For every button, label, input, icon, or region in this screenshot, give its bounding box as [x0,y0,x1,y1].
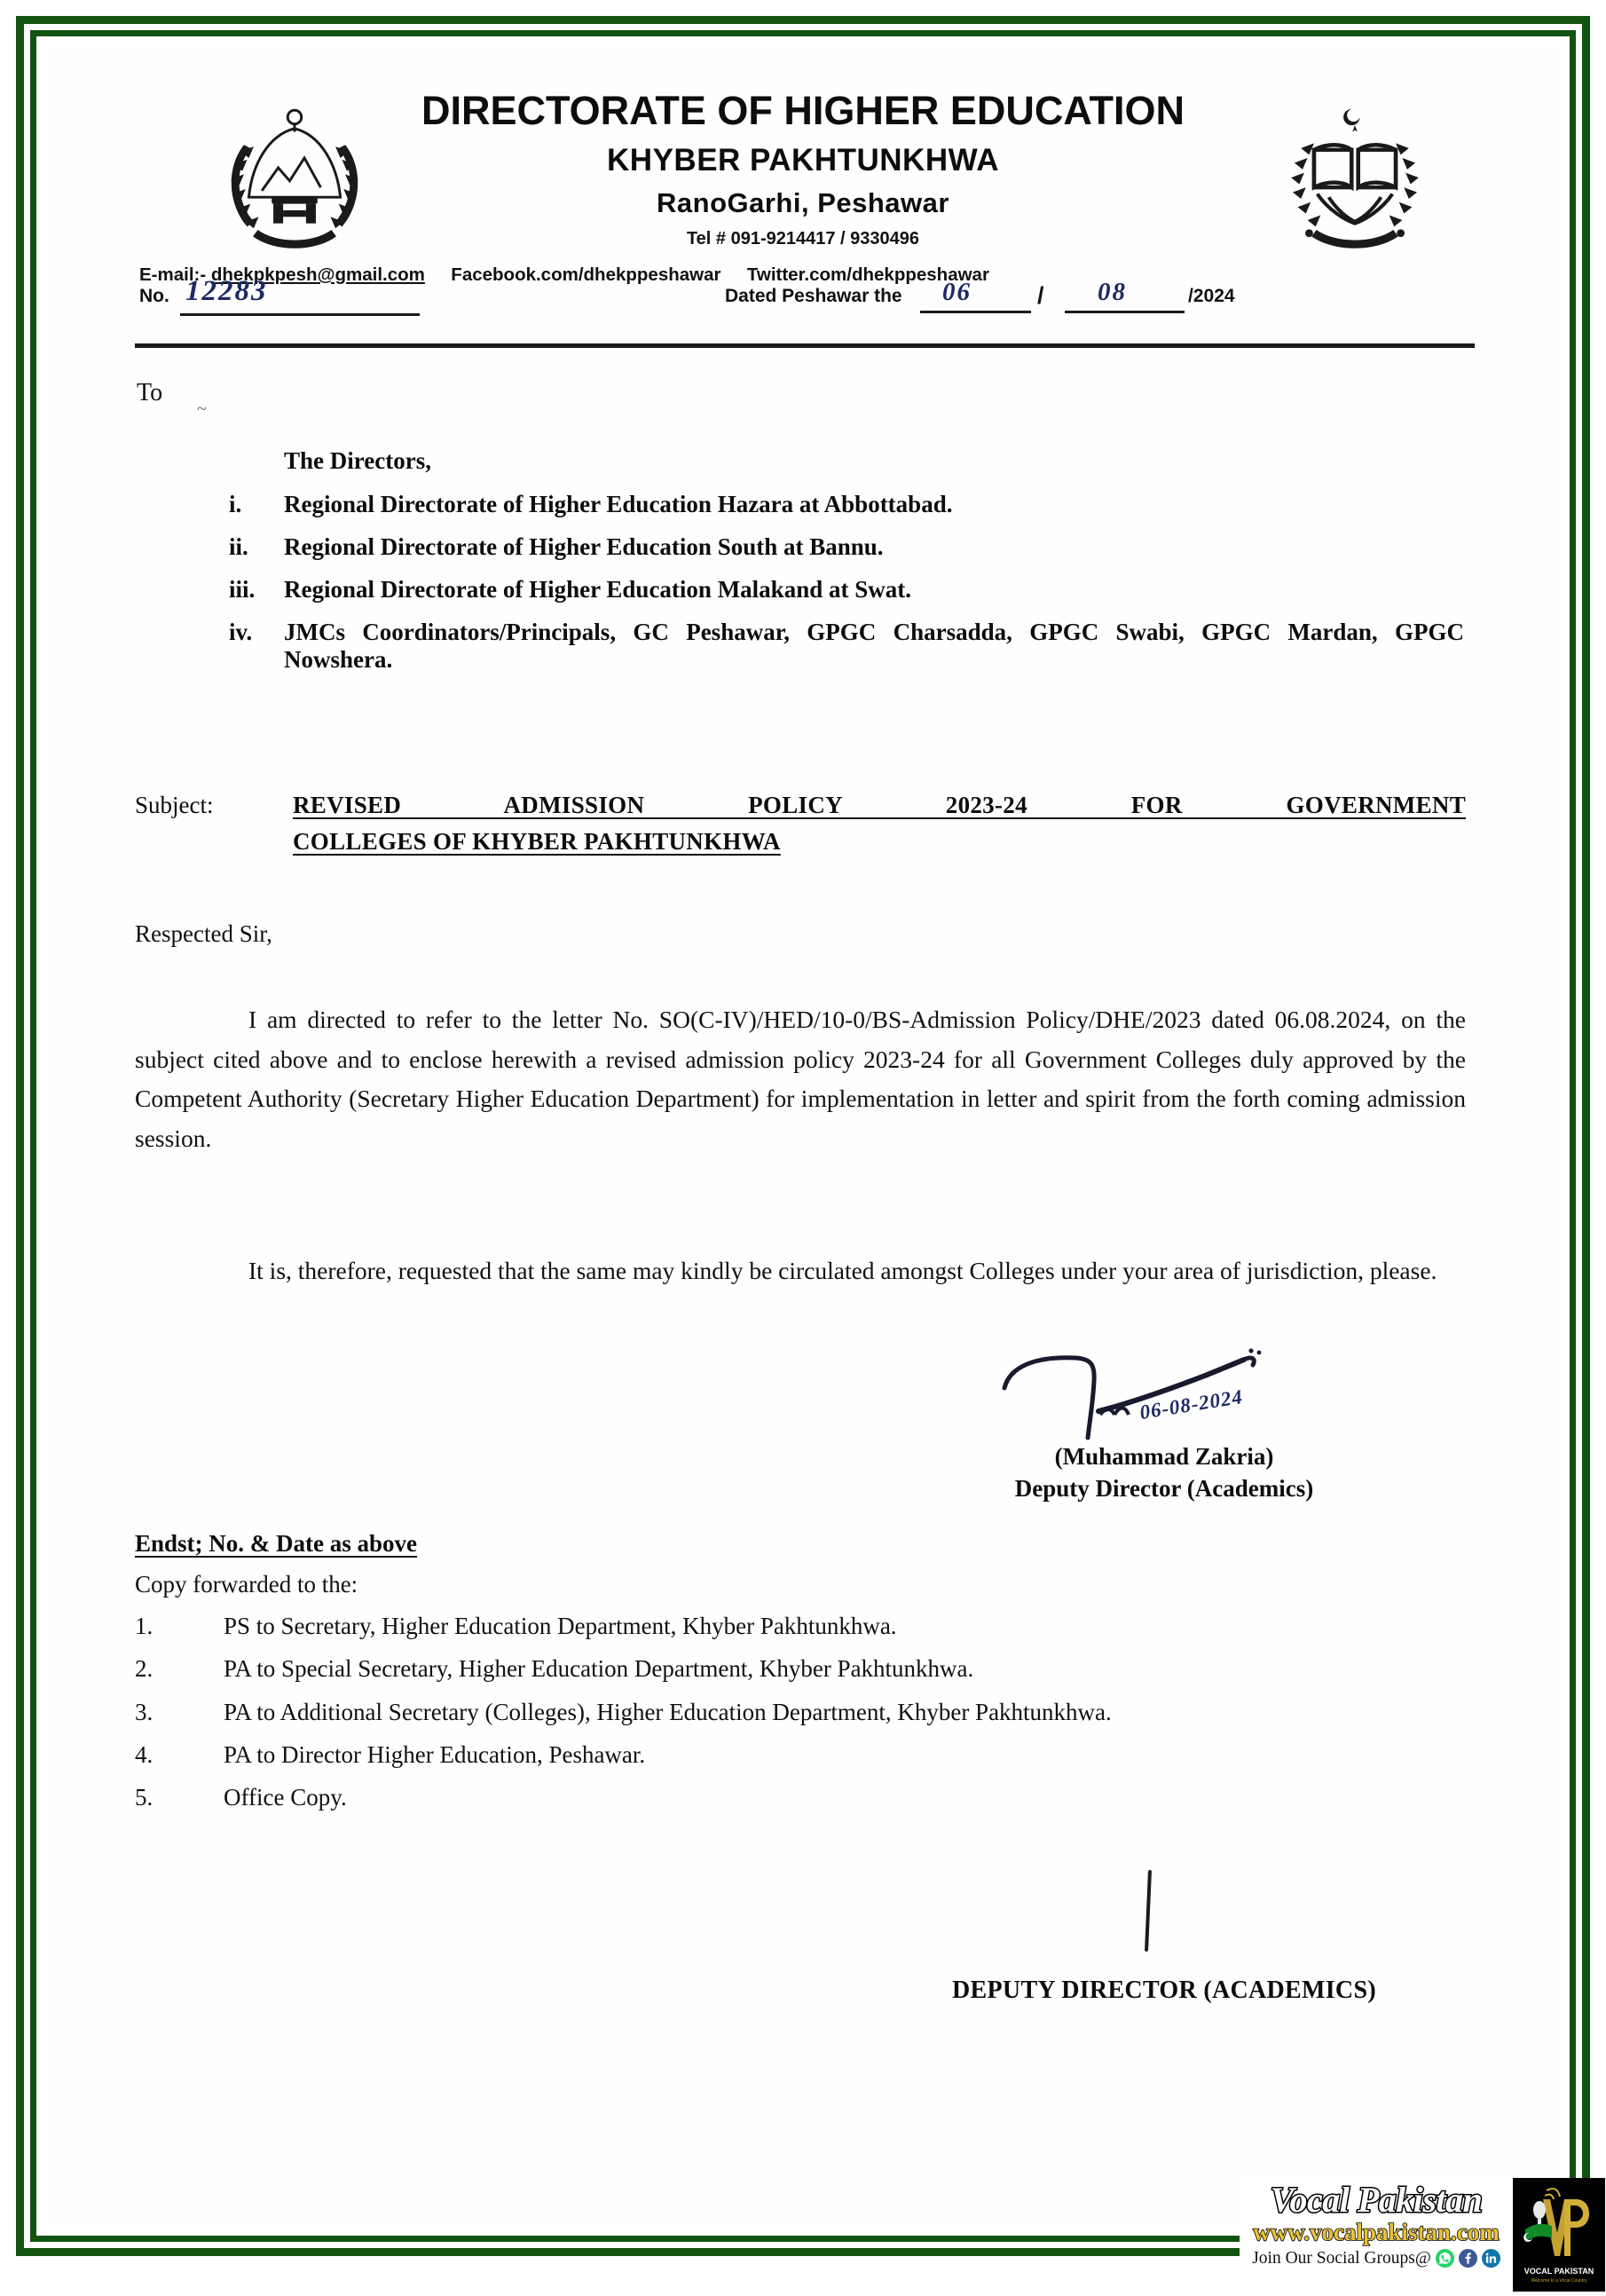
endorsement-item [135,1610,1421,1643]
endorsement-text: PA to Director Higher Education, Peshawar. [224,1740,646,1768]
endorsement-item [135,1696,1421,1729]
linkedin-icon[interactable] [1482,2249,1500,2268]
footer-brand-text-block [1240,2178,1513,2292]
date-day-handwritten: 06 [942,278,972,306]
number-label: No. [139,286,169,306]
addressee-text: Regional Directorate of Higher Education Hazara at Abbottabad. [284,491,953,517]
body-paragraph-1: I am directed to refer to the letter No. SO(C-IV)/HED/10-0/BS-Admission Policy/DHE/2023 dated 06.08.2024, on the subject cited above and to enclose herewith a revised admission policy 2023-24 for all Government Colleges duly approved by the Competent Authority (Secretary Higher Education Department) for implementation in letter and spirit from the forth coming admission session. [135,1006,1466,1152]
addressee-numeral: iii. [229,576,256,603]
facebook-icon[interactable] [1459,2249,1477,2268]
dated-label: Dated Peshawar the [725,286,902,306]
addressee-item [229,533,1464,561]
number-underline [180,313,420,316]
footer-logo-box [1513,2178,1605,2292]
to-label: To [137,379,163,406]
reference-number-row [139,275,1488,323]
endorsement-text: PA to Additional Secretary (Colleges), Higher Education Department, Khyber Pakhtunkhwa. [224,1698,1112,1725]
footer-social-row [1245,2249,1508,2268]
addressee-numeral: i. [229,491,242,517]
signatory-name: (Muhammad Zakria) [1054,1443,1274,1470]
endorsement-numeral: 2. [135,1655,154,1683]
addressee-text: Regional Directorate of Higher Education Malakand at Swat. [284,576,911,603]
footer-website-url[interactable]: www.vocalpakistan.com [1253,2219,1500,2245]
email-address-link[interactable]: dhekpkpesh@gmail.com [210,264,425,285]
signatory-designation: Deputy Director (Academics) [1014,1475,1314,1502]
endorsement-numeral: 3. [135,1698,154,1725]
footer-logo-subtext: Welcome to a Vocal Country [1531,2278,1587,2284]
addressee-heading: The Directors, [284,447,431,474]
endorsement-numeral: 5. [135,1784,154,1811]
endorsement-text: Office Copy. [224,1784,347,1811]
endorsement-text: PS to Secretary, Higher Education Department, Khyber Pakhtunkhwa. [224,1613,897,1639]
date-month-handwritten: 08 [1098,278,1127,306]
facebook-handle[interactable]: Facebook.com/dhekppeshawar [451,264,721,285]
body-paragraph-2: It is, therefore, requested that the same may kindly be circulated amongst Colleges under your area of jurisdiction, please. [248,1257,1437,1284]
addressee-item [229,576,1464,604]
higher-education-book-emblem [1271,96,1439,251]
addressee-numeral: iv. [229,619,253,645]
footer-watermark [1240,2178,1605,2292]
subject-label: Subject: [135,792,214,818]
letterhead-title-line2: KHYBER PAKHTUNKHWA [607,143,999,178]
signature-date-handwritten: 06-08-2024 [1138,1385,1245,1424]
subject-text [293,792,1466,856]
addressee-item [229,619,1464,674]
letterhead-divider [135,343,1475,348]
endorsement-title: Endst; No. & Date as above [135,1530,418,1557]
bottom-signature-stroke [1145,1870,1152,1952]
kp-government-crest-emblem [210,96,379,251]
twitter-handle[interactable]: Twitter.com/dhekppeshawar [746,264,989,285]
letterhead-title-line1: DIRECTORATE OF HIGHER EDUCATION [421,88,1185,133]
date-year: /2024 [1188,286,1235,306]
endorsement-text: PA to Special Secretary, Higher Education Department, Khyber Pakhtunkhwa. [224,1655,974,1683]
to-tick-mark: ~ [197,399,207,419]
subject-line-2: COLLEGES OF KHYBER PAKHTUNKHWA [293,828,781,855]
addressee-text: Regional Directorate of Higher Education South at Bannu. [284,533,884,560]
endorsement-item [135,1653,1421,1685]
date-month-underline [1065,311,1185,313]
email-label: E-mail:- [139,264,207,285]
letterhead-title-line3: RanoGarhi, Peshawar [657,187,949,218]
document-sheet [46,46,1594,2284]
subject-row [135,792,1466,856]
footer-join-text: Join Our Social Groups@ [1252,2248,1431,2268]
footer-brand-name: Vocal Pakistan [1270,2180,1483,2220]
signature-mark [889,1351,1439,1448]
letterhead-telephone: Tel # 091-9214417 / 9330496 [686,229,920,249]
date-separator: / [1037,282,1044,309]
endorsement-list [135,1610,1421,1824]
salutation: Respected Sir, [135,920,272,947]
addressee-text: JMCs Coordinators/Principals, GC Peshawar, GPGC Charsadda, GPGC Swabi, GPGC Mardan, GPGC Nowshera. [284,619,1464,673]
letterhead [46,71,1560,302]
footer-logo-text: VOCAL PAKISTAN [1523,2267,1594,2276]
endorsement-numeral: 4. [135,1740,154,1768]
endorsement-subtitle: Copy forwarded to the: [135,1571,358,1598]
addressee-item [229,491,1464,518]
whatsapp-icon[interactable] [1436,2249,1454,2268]
subject-line-1: REVISED ADMISSION POLICY 2023-24 FOR GOVERNMENT [293,792,1466,818]
addressee-numeral: ii. [229,533,248,560]
addressee-block [229,447,1464,689]
number-value-handwritten: 12283 [185,275,268,307]
endorsement-item [135,1781,1421,1814]
date-day-underline [920,311,1031,313]
signature-block [889,1351,1439,1503]
bottom-designation: DEPUTY DIRECTOR (ACADEMICS) [952,1976,1376,2004]
endorsement-item [135,1739,1421,1771]
endorsement-numeral: 1. [135,1613,154,1639]
